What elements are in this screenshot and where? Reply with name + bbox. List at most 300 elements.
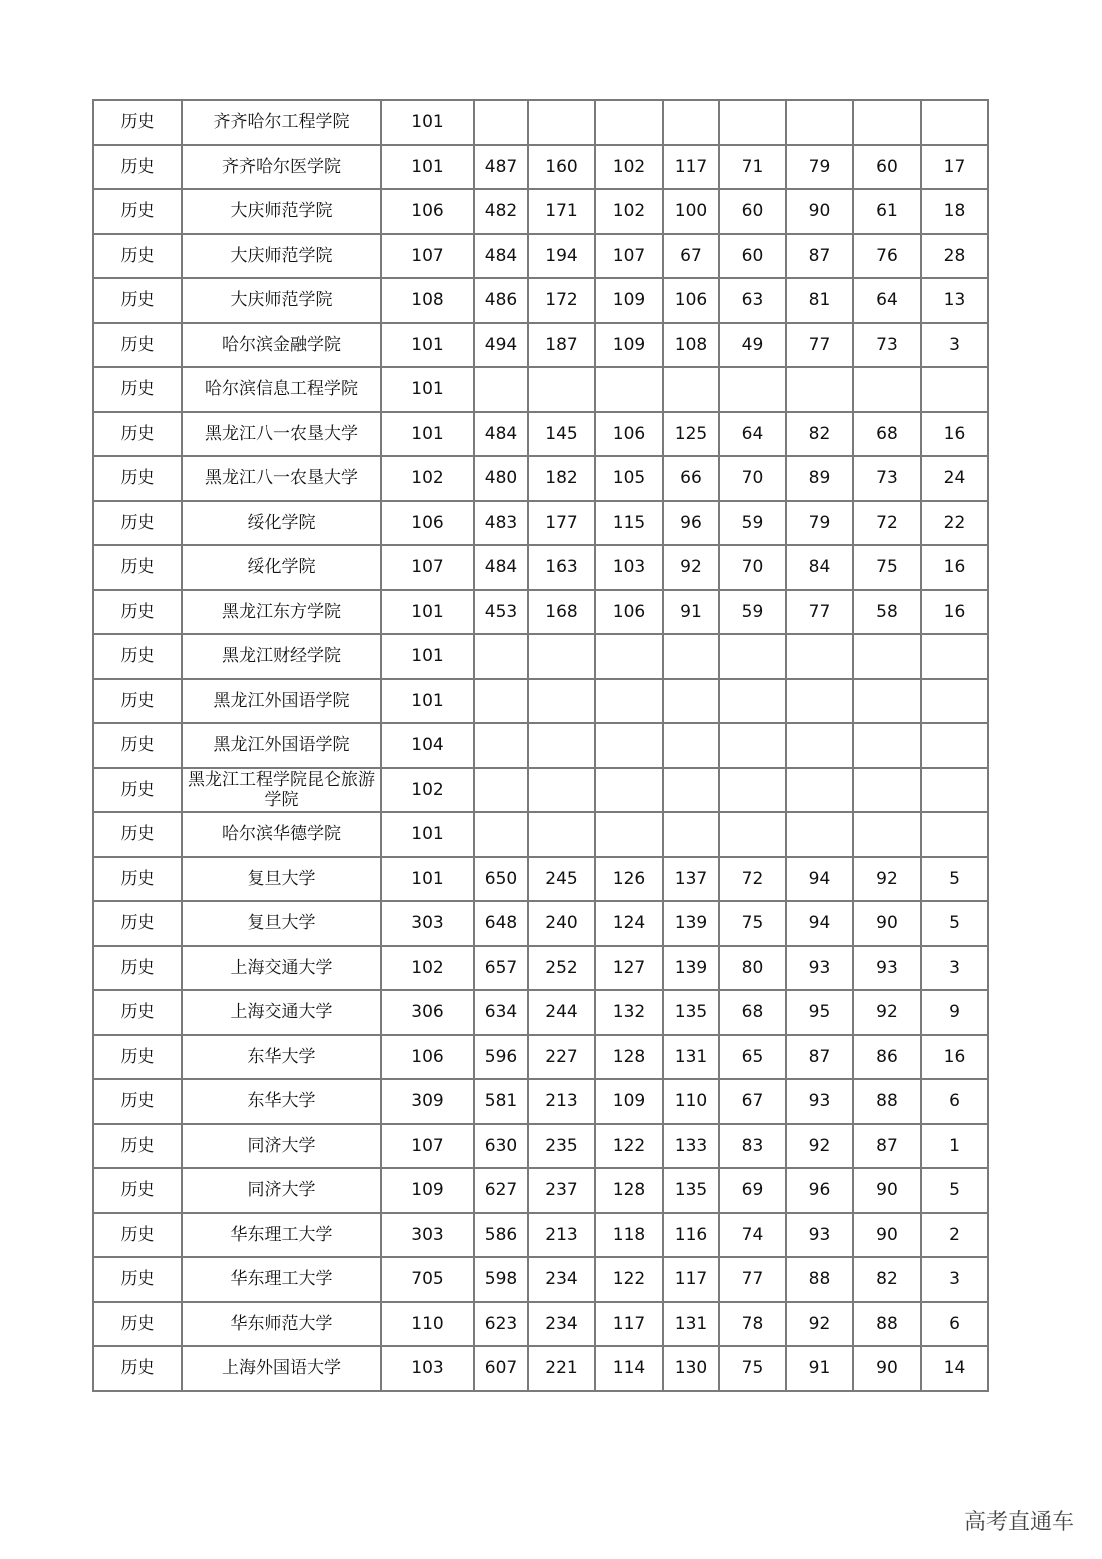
- score-col-9-cell: 94: [786, 901, 853, 946]
- table-row: [93, 1257, 988, 1302]
- school-name-cell: 黑龙江外国语学院: [182, 679, 381, 724]
- score-col-5-cell: 194: [528, 234, 595, 279]
- subject-cell: 历史: [93, 100, 182, 145]
- score-col-7-cell: [663, 100, 719, 145]
- subject-cell: 历史: [93, 1168, 182, 1213]
- score-col-8-cell: 80: [719, 946, 786, 991]
- table-row: [93, 545, 988, 590]
- subject-cell: 历史: [93, 1346, 182, 1391]
- table-row: [93, 946, 988, 991]
- score-col-7-cell: 139: [663, 946, 719, 991]
- score-col-11-cell: [921, 812, 988, 857]
- table-row: [93, 501, 988, 546]
- score-col-9-cell: 77: [786, 323, 853, 368]
- score-col-7-cell: 96: [663, 501, 719, 546]
- score-col-8-cell: 78: [719, 1302, 786, 1347]
- total-score-cell: 650: [474, 857, 528, 902]
- major-group-code-cell: 102: [381, 456, 474, 501]
- score-col-6-cell: [595, 679, 663, 724]
- score-col-11-cell: [921, 723, 988, 768]
- score-col-6-cell: 126: [595, 857, 663, 902]
- school-name-cell: 黑龙江八一农垦大学: [182, 456, 381, 501]
- score-col-11-cell: 1: [921, 1124, 988, 1169]
- major-group-code-cell: 101: [381, 857, 474, 902]
- score-col-10-cell: 60: [853, 145, 921, 190]
- school-name-cell: 黑龙江东方学院: [182, 590, 381, 635]
- score-col-10-cell: 87: [853, 1124, 921, 1169]
- score-col-5-cell: 213: [528, 1079, 595, 1124]
- score-col-10-cell: 68: [853, 412, 921, 457]
- school-name-cell: 复旦大学: [182, 901, 381, 946]
- score-col-8-cell: 60: [719, 234, 786, 279]
- score-col-10-cell: 90: [853, 1168, 921, 1213]
- score-col-11-cell: 5: [921, 901, 988, 946]
- table-row: [93, 679, 988, 724]
- school-name-cell: 华东理工大学: [182, 1257, 381, 1302]
- subject-cell: 历史: [93, 590, 182, 635]
- table-row: [93, 1302, 988, 1347]
- score-col-8-cell: 68: [719, 990, 786, 1035]
- school-name-cell: 齐齐哈尔医学院: [182, 145, 381, 190]
- total-score-cell: 483: [474, 501, 528, 546]
- score-col-5-cell: 145: [528, 412, 595, 457]
- subject-cell: 历史: [93, 323, 182, 368]
- score-col-9-cell: [786, 367, 853, 412]
- score-col-5-cell: [528, 367, 595, 412]
- score-col-10-cell: 61: [853, 189, 921, 234]
- table-row: [93, 189, 988, 234]
- subject-cell: 历史: [93, 145, 182, 190]
- major-group-code-cell: 103: [381, 1346, 474, 1391]
- score-col-5-cell: 227: [528, 1035, 595, 1080]
- school-name-cell: 绥化学院: [182, 501, 381, 546]
- score-col-10-cell: 82: [853, 1257, 921, 1302]
- score-col-9-cell: 94: [786, 857, 853, 902]
- score-col-8-cell: [719, 367, 786, 412]
- score-col-8-cell: [719, 634, 786, 679]
- score-col-5-cell: [528, 100, 595, 145]
- score-col-9-cell: 93: [786, 946, 853, 991]
- score-col-10-cell: 90: [853, 901, 921, 946]
- total-score-cell: 482: [474, 189, 528, 234]
- score-col-11-cell: 17: [921, 145, 988, 190]
- score-col-10-cell: [853, 723, 921, 768]
- score-col-9-cell: 87: [786, 1035, 853, 1080]
- score-col-8-cell: [719, 812, 786, 857]
- school-name-cell: 上海交通大学: [182, 946, 381, 991]
- subject-cell: 历史: [93, 1213, 182, 1258]
- score-col-10-cell: 92: [853, 990, 921, 1035]
- score-col-6-cell: 109: [595, 278, 663, 323]
- score-col-7-cell: 108: [663, 323, 719, 368]
- subject-cell: 历史: [93, 1079, 182, 1124]
- school-name-cell: 华东理工大学: [182, 1213, 381, 1258]
- table-row: [93, 634, 988, 679]
- major-group-code-cell: 110: [381, 1302, 474, 1347]
- score-col-7-cell: 92: [663, 545, 719, 590]
- score-col-5-cell: 177: [528, 501, 595, 546]
- total-score-cell: 581: [474, 1079, 528, 1124]
- score-col-7-cell: 116: [663, 1213, 719, 1258]
- score-col-10-cell: [853, 634, 921, 679]
- table-row: [93, 456, 988, 501]
- total-score-cell: [474, 634, 528, 679]
- score-col-6-cell: 102: [595, 145, 663, 190]
- score-col-7-cell: 139: [663, 901, 719, 946]
- score-col-9-cell: [786, 812, 853, 857]
- score-col-11-cell: 3: [921, 323, 988, 368]
- score-col-5-cell: 160: [528, 145, 595, 190]
- score-col-9-cell: [786, 768, 853, 813]
- table-row: [93, 723, 988, 768]
- score-col-11-cell: [921, 768, 988, 813]
- score-col-11-cell: 13: [921, 278, 988, 323]
- score-col-10-cell: 72: [853, 501, 921, 546]
- score-col-11-cell: 28: [921, 234, 988, 279]
- score-col-9-cell: 95: [786, 990, 853, 1035]
- major-group-code-cell: 108: [381, 278, 474, 323]
- major-group-code-cell: 303: [381, 901, 474, 946]
- subject-cell: 历史: [93, 990, 182, 1035]
- total-score-cell: 586: [474, 1213, 528, 1258]
- score-col-6-cell: 122: [595, 1124, 663, 1169]
- score-col-7-cell: 100: [663, 189, 719, 234]
- score-col-6-cell: 132: [595, 990, 663, 1035]
- score-col-7-cell: 110: [663, 1079, 719, 1124]
- score-col-5-cell: 234: [528, 1302, 595, 1347]
- score-col-11-cell: 18: [921, 189, 988, 234]
- school-name-cell: 东华大学: [182, 1079, 381, 1124]
- table-row: [93, 590, 988, 635]
- score-col-10-cell: 73: [853, 323, 921, 368]
- score-col-7-cell: [663, 723, 719, 768]
- score-col-6-cell: 106: [595, 590, 663, 635]
- total-score-cell: 487: [474, 145, 528, 190]
- school-name-cell: 大庆师范学院: [182, 189, 381, 234]
- major-group-code-cell: 101: [381, 679, 474, 724]
- major-group-code-cell: 101: [381, 323, 474, 368]
- score-col-5-cell: [528, 679, 595, 724]
- score-col-9-cell: 89: [786, 456, 853, 501]
- table-row: [93, 234, 988, 279]
- score-col-6-cell: [595, 812, 663, 857]
- score-col-11-cell: [921, 634, 988, 679]
- major-group-code-cell: 104: [381, 723, 474, 768]
- score-col-6-cell: 114: [595, 1346, 663, 1391]
- score-col-9-cell: 84: [786, 545, 853, 590]
- major-group-code-cell: 102: [381, 946, 474, 991]
- score-col-8-cell: [719, 100, 786, 145]
- score-col-10-cell: 88: [853, 1302, 921, 1347]
- table-row: [93, 1346, 988, 1391]
- total-score-cell: 657: [474, 946, 528, 991]
- total-score-cell: 494: [474, 323, 528, 368]
- subject-cell: 历史: [93, 812, 182, 857]
- major-group-code-cell: 101: [381, 634, 474, 679]
- school-name-cell: 复旦大学: [182, 857, 381, 902]
- score-col-10-cell: [853, 768, 921, 813]
- major-group-code-cell: 106: [381, 1035, 474, 1080]
- major-group-code-cell: 101: [381, 412, 474, 457]
- total-score-cell: 598: [474, 1257, 528, 1302]
- table-row: [93, 1168, 988, 1213]
- subject-cell: 历史: [93, 234, 182, 279]
- school-name-cell: 东华大学: [182, 1035, 381, 1080]
- subject-cell: 历史: [93, 367, 182, 412]
- score-col-10-cell: 76: [853, 234, 921, 279]
- score-col-11-cell: 14: [921, 1346, 988, 1391]
- score-col-5-cell: 245: [528, 857, 595, 902]
- major-group-code-cell: 309: [381, 1079, 474, 1124]
- watermark-text: 高考直通车: [963, 1510, 1074, 1535]
- score-col-8-cell: 63: [719, 278, 786, 323]
- score-col-6-cell: 117: [595, 1302, 663, 1347]
- table-row: [93, 812, 988, 857]
- total-score-cell: [474, 723, 528, 768]
- score-col-6-cell: 105: [595, 456, 663, 501]
- score-col-9-cell: [786, 100, 853, 145]
- score-col-6-cell: [595, 367, 663, 412]
- school-name-cell: 哈尔滨信息工程学院: [182, 367, 381, 412]
- school-name-cell: 华东师范大学: [182, 1302, 381, 1347]
- score-col-10-cell: [853, 812, 921, 857]
- score-col-5-cell: 171: [528, 189, 595, 234]
- admission-score-table: [92, 99, 989, 1392]
- score-col-7-cell: [663, 768, 719, 813]
- subject-cell: 历史: [93, 857, 182, 902]
- score-col-5-cell: 235: [528, 1124, 595, 1169]
- school-name-cell: 大庆师范学院: [182, 278, 381, 323]
- school-name-cell: 齐齐哈尔工程学院: [182, 100, 381, 145]
- score-col-11-cell: [921, 100, 988, 145]
- score-col-6-cell: 103: [595, 545, 663, 590]
- score-col-7-cell: 131: [663, 1302, 719, 1347]
- table-row: [93, 145, 988, 190]
- score-col-6-cell: [595, 723, 663, 768]
- table-row: [93, 1035, 988, 1080]
- score-col-7-cell: 91: [663, 590, 719, 635]
- score-col-7-cell: 135: [663, 1168, 719, 1213]
- school-name-cell: 上海外国语大学: [182, 1346, 381, 1391]
- table-row: [93, 901, 988, 946]
- score-col-11-cell: 3: [921, 1257, 988, 1302]
- score-col-8-cell: 64: [719, 412, 786, 457]
- major-group-code-cell: 101: [381, 100, 474, 145]
- score-col-11-cell: 16: [921, 590, 988, 635]
- table-row: [93, 990, 988, 1035]
- total-score-cell: 486: [474, 278, 528, 323]
- score-col-5-cell: 234: [528, 1257, 595, 1302]
- major-group-code-cell: 101: [381, 812, 474, 857]
- score-col-5-cell: [528, 768, 595, 813]
- score-col-9-cell: 88: [786, 1257, 853, 1302]
- major-group-code-cell: 106: [381, 189, 474, 234]
- score-col-9-cell: 82: [786, 412, 853, 457]
- score-col-6-cell: 107: [595, 234, 663, 279]
- score-col-10-cell: 86: [853, 1035, 921, 1080]
- major-group-code-cell: 106: [381, 501, 474, 546]
- major-group-code-cell: 109: [381, 1168, 474, 1213]
- score-col-9-cell: 93: [786, 1213, 853, 1258]
- table-row: [93, 857, 988, 902]
- score-col-8-cell: 69: [719, 1168, 786, 1213]
- score-col-11-cell: [921, 679, 988, 724]
- score-col-7-cell: [663, 367, 719, 412]
- score-col-8-cell: 60: [719, 189, 786, 234]
- score-col-11-cell: 9: [921, 990, 988, 1035]
- total-score-cell: [474, 812, 528, 857]
- table-row: [93, 278, 988, 323]
- score-col-11-cell: 16: [921, 1035, 988, 1080]
- major-group-code-cell: 107: [381, 545, 474, 590]
- score-col-10-cell: 92: [853, 857, 921, 902]
- score-col-7-cell: 106: [663, 278, 719, 323]
- total-score-cell: [474, 768, 528, 813]
- score-col-11-cell: 22: [921, 501, 988, 546]
- score-col-11-cell: 2: [921, 1213, 988, 1258]
- score-col-8-cell: 59: [719, 501, 786, 546]
- total-score-cell: 634: [474, 990, 528, 1035]
- score-col-5-cell: 252: [528, 946, 595, 991]
- school-name-cell: 黑龙江财经学院: [182, 634, 381, 679]
- subject-cell: 历史: [93, 278, 182, 323]
- score-col-5-cell: 240: [528, 901, 595, 946]
- table-body: [93, 100, 988, 1391]
- score-col-11-cell: 6: [921, 1302, 988, 1347]
- score-col-9-cell: [786, 723, 853, 768]
- total-score-cell: [474, 367, 528, 412]
- score-col-11-cell: 6: [921, 1079, 988, 1124]
- score-col-11-cell: [921, 367, 988, 412]
- score-col-8-cell: 49: [719, 323, 786, 368]
- score-col-6-cell: 109: [595, 323, 663, 368]
- score-col-11-cell: 5: [921, 857, 988, 902]
- score-col-5-cell: [528, 723, 595, 768]
- score-col-7-cell: [663, 679, 719, 724]
- total-score-cell: 453: [474, 590, 528, 635]
- table-row: [93, 1124, 988, 1169]
- score-col-5-cell: 221: [528, 1346, 595, 1391]
- score-col-6-cell: 115: [595, 501, 663, 546]
- subject-cell: 历史: [93, 723, 182, 768]
- table-row: [93, 1213, 988, 1258]
- subject-cell: 历史: [93, 545, 182, 590]
- major-group-code-cell: 102: [381, 768, 474, 813]
- major-group-code-cell: 101: [381, 590, 474, 635]
- score-col-6-cell: [595, 634, 663, 679]
- major-group-code-cell: 306: [381, 990, 474, 1035]
- score-col-6-cell: 127: [595, 946, 663, 991]
- total-score-cell: 627: [474, 1168, 528, 1213]
- score-col-10-cell: [853, 367, 921, 412]
- score-col-8-cell: 83: [719, 1124, 786, 1169]
- score-col-9-cell: [786, 679, 853, 724]
- total-score-cell: 484: [474, 234, 528, 279]
- score-col-7-cell: 135: [663, 990, 719, 1035]
- subject-cell: 历史: [93, 1302, 182, 1347]
- score-col-9-cell: 92: [786, 1302, 853, 1347]
- school-name-cell: 哈尔滨金融学院: [182, 323, 381, 368]
- score-col-8-cell: 75: [719, 1346, 786, 1391]
- score-col-9-cell: [786, 634, 853, 679]
- score-col-10-cell: 73: [853, 456, 921, 501]
- score-col-8-cell: 71: [719, 145, 786, 190]
- school-name-cell: 黑龙江工程学院昆仑旅游学院: [182, 768, 381, 813]
- score-col-9-cell: 81: [786, 278, 853, 323]
- subject-cell: 历史: [93, 768, 182, 813]
- major-group-code-cell: 107: [381, 234, 474, 279]
- table-row: [93, 367, 988, 412]
- score-col-10-cell: 93: [853, 946, 921, 991]
- subject-cell: 历史: [93, 412, 182, 457]
- subject-cell: 历史: [93, 1035, 182, 1080]
- major-group-code-cell: 705: [381, 1257, 474, 1302]
- major-group-code-cell: 101: [381, 145, 474, 190]
- major-group-code-cell: 101: [381, 367, 474, 412]
- subject-cell: 历史: [93, 456, 182, 501]
- score-col-9-cell: 79: [786, 501, 853, 546]
- score-col-9-cell: 79: [786, 145, 853, 190]
- score-col-9-cell: 92: [786, 1124, 853, 1169]
- table-row: [93, 323, 988, 368]
- score-col-11-cell: 3: [921, 946, 988, 991]
- score-col-9-cell: 91: [786, 1346, 853, 1391]
- score-col-8-cell: 67: [719, 1079, 786, 1124]
- score-col-7-cell: 66: [663, 456, 719, 501]
- score-col-11-cell: 16: [921, 545, 988, 590]
- subject-cell: 历史: [93, 1124, 182, 1169]
- score-col-7-cell: [663, 812, 719, 857]
- subject-cell: 历史: [93, 901, 182, 946]
- major-group-code-cell: 107: [381, 1124, 474, 1169]
- total-score-cell: [474, 679, 528, 724]
- score-col-10-cell: 90: [853, 1346, 921, 1391]
- table-row: [93, 412, 988, 457]
- score-col-7-cell: [663, 634, 719, 679]
- score-col-8-cell: 75: [719, 901, 786, 946]
- total-score-cell: 480: [474, 456, 528, 501]
- score-col-8-cell: 70: [719, 545, 786, 590]
- score-col-7-cell: 67: [663, 234, 719, 279]
- score-col-5-cell: [528, 634, 595, 679]
- score-col-5-cell: 244: [528, 990, 595, 1035]
- table-row: [93, 768, 988, 813]
- score-col-7-cell: 137: [663, 857, 719, 902]
- school-name-cell: 黑龙江八一农垦大学: [182, 412, 381, 457]
- score-col-8-cell: 74: [719, 1213, 786, 1258]
- table-row: [93, 1079, 988, 1124]
- score-col-8-cell: 72: [719, 857, 786, 902]
- total-score-cell: 648: [474, 901, 528, 946]
- total-score-cell: 607: [474, 1346, 528, 1391]
- score-col-6-cell: 102: [595, 189, 663, 234]
- score-col-7-cell: 131: [663, 1035, 719, 1080]
- major-group-code-cell: 303: [381, 1213, 474, 1258]
- school-name-cell: 绥化学院: [182, 545, 381, 590]
- score-col-5-cell: [528, 812, 595, 857]
- total-score-cell: 630: [474, 1124, 528, 1169]
- score-col-8-cell: 65: [719, 1035, 786, 1080]
- subject-cell: 历史: [93, 501, 182, 546]
- score-col-11-cell: 16: [921, 412, 988, 457]
- score-col-8-cell: 70: [719, 456, 786, 501]
- score-col-5-cell: 237: [528, 1168, 595, 1213]
- score-col-9-cell: 77: [786, 590, 853, 635]
- total-score-cell: 596: [474, 1035, 528, 1080]
- school-name-cell: 同济大学: [182, 1168, 381, 1213]
- subject-cell: 历史: [93, 634, 182, 679]
- score-col-10-cell: 88: [853, 1079, 921, 1124]
